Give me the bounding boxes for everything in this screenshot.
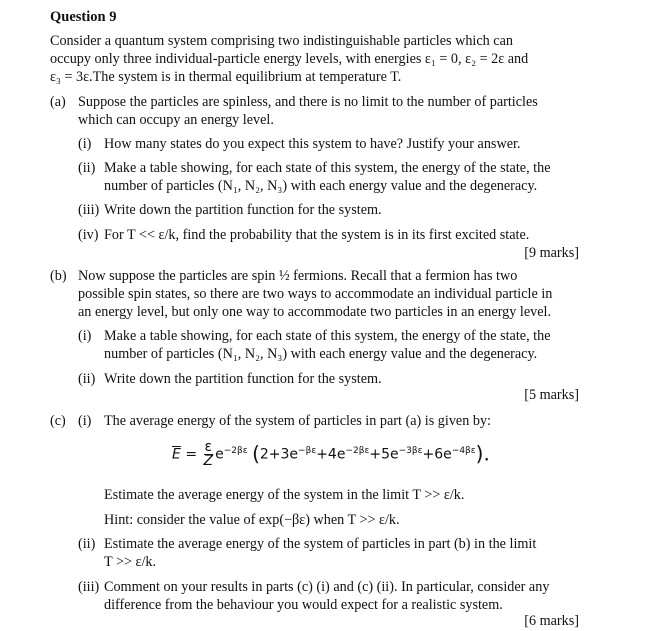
item-label: (iii) bbox=[78, 579, 100, 595]
item-line: difference from the behaviour you would expect for a realistic system. bbox=[104, 597, 503, 613]
item-line: number of particles (N₁, N₂, N₃) with each energy value and the degeneracy. bbox=[104, 346, 538, 362]
item-line: The average energy of the system of particles in part (a) is given by: bbox=[104, 413, 491, 429]
part-a-label: (a) bbox=[50, 94, 66, 110]
part-c-label: (c) bbox=[50, 413, 66, 429]
part-a-line: Suppose the particles are spinless, and there is no limit to the number of particles bbox=[78, 94, 538, 110]
intro-line: Consider a quantum system comprising two indistinguishable particles which can bbox=[50, 33, 513, 49]
eq-prefix: e bbox=[215, 446, 224, 463]
eq-fraction bbox=[204, 441, 214, 468]
part-b-line: possible spin states, so there are two ways to accommodate an individual particle in bbox=[78, 286, 553, 302]
eq-open-paren: ( bbox=[252, 441, 260, 466]
eq-frac-den: Z bbox=[203, 453, 214, 469]
part-b-line: an energy level, but only one way to accommodate two particles in an energy level. bbox=[78, 304, 552, 320]
item-line: For T << ε/k, find the probability that the system is in its first excited state. bbox=[104, 227, 530, 243]
part-b-label: (b) bbox=[50, 268, 67, 284]
eq-lhs: $\overline{E}$ bbox=[172, 446, 181, 463]
item-label: (iii) bbox=[78, 202, 100, 218]
eq-term1-exp: −βε bbox=[298, 445, 317, 456]
part-b-marks: [5 marks] bbox=[524, 387, 579, 403]
item-label: (ii) bbox=[78, 371, 96, 387]
item-line: Estimate the average energy of the system of particles in part (b) in the limit bbox=[104, 536, 537, 552]
eq-term3: +5e bbox=[369, 446, 399, 463]
intro-paragraph bbox=[50, 32, 610, 86]
eq-prefix-exp: −2βε bbox=[223, 445, 248, 456]
item-label: (i) bbox=[78, 413, 92, 429]
part-a-marks: [9 marks] bbox=[524, 245, 579, 261]
item-line: T >> ε/k. bbox=[104, 554, 157, 570]
item-label: (i) bbox=[78, 136, 92, 152]
item-label: (ii) bbox=[78, 536, 96, 552]
item-line: How many states do you expect this system to have? Justify your answer. bbox=[104, 136, 521, 152]
item-line: Make a table showing, for each state of this system, the energy of the state, the bbox=[104, 160, 551, 176]
item-line: Write down the partition function for the system. bbox=[104, 202, 382, 218]
eq-term1: 2+3e bbox=[259, 446, 299, 463]
item-line: number of particles (N₁, N₂, N₃) with each energy value and the degeneracy. bbox=[104, 178, 538, 194]
item-label: (iv) bbox=[78, 227, 99, 243]
eq-frac-num: ε bbox=[204, 439, 213, 455]
item-label: (ii) bbox=[78, 160, 96, 176]
intro-line: occupy only three individual-particle energy levels, with energies ε₁ = 0, ε₂ = 2ε and bbox=[50, 51, 529, 67]
item-line: Write down the partition function for the system. bbox=[104, 371, 382, 387]
eq-term4: +6e bbox=[422, 446, 452, 463]
intro-line: ε₃ = 3ε.The system is in thermal equilibrium at temperature T. bbox=[50, 69, 402, 85]
part-a-line: which can occupy an energy level. bbox=[78, 112, 274, 128]
average-energy-equation bbox=[172, 441, 490, 468]
eq-term4-exp: −4βε bbox=[451, 445, 476, 456]
part-c-marks: [6 marks] bbox=[524, 613, 579, 629]
item-line: Comment on your results in parts (c) (i) and (c) (ii). In particular, consider any bbox=[104, 579, 550, 595]
eq-equals: = bbox=[185, 446, 198, 463]
item-label: (i) bbox=[78, 328, 92, 344]
eq-term3-exp: −3βε bbox=[398, 445, 423, 456]
part-b-line: Now suppose the particles are spin ½ fermions. Recall that a fermion has two bbox=[78, 268, 518, 284]
part-c-estimate: Estimate the average energy of the system in the limit T >> ε/k. bbox=[104, 487, 465, 503]
question-title: Question 9 bbox=[50, 9, 117, 25]
eq-close-paren: ). bbox=[475, 441, 490, 466]
eq-term2-exp: −2βε bbox=[345, 445, 370, 456]
item-line: Make a table showing, for each state of this system, the energy of the state, the bbox=[104, 328, 551, 344]
part-c-hint: Hint: consider the value of exp(−βε) when T >> ε/k. bbox=[104, 512, 400, 528]
eq-term2: +4e bbox=[316, 446, 346, 463]
